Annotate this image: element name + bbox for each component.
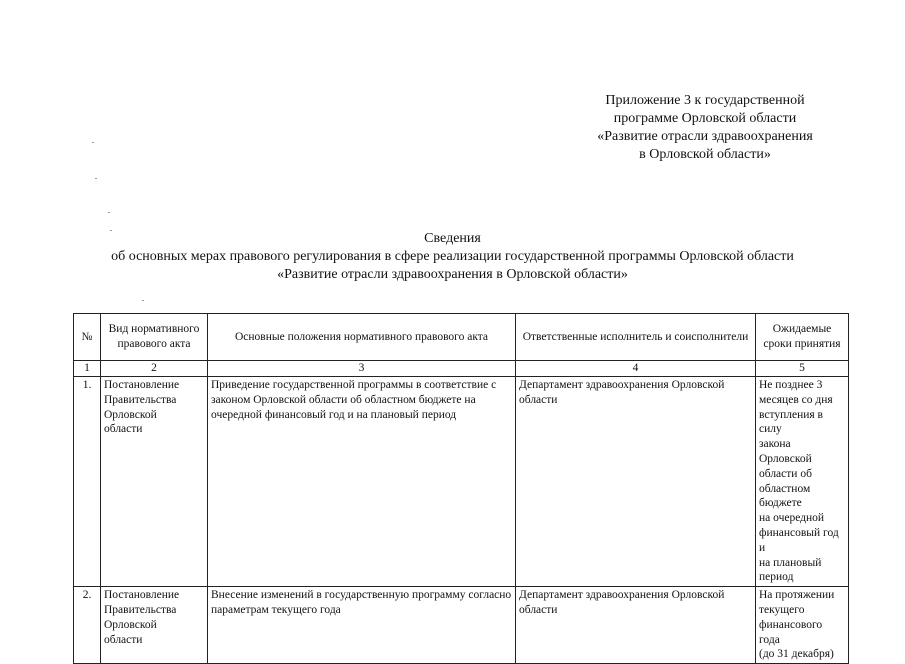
row-responsible: Департамент здравоохранения Орловской области <box>516 377 756 587</box>
heading-program-name: «Развитие отрасли здравоохранения в Орловской области» <box>277 267 628 282</box>
header-label: № <box>81 330 93 343</box>
header-act-type: Вид нормативного правового акта <box>101 314 208 361</box>
scan-speck <box>95 178 97 179</box>
row-deadline: Не позднее 3 месяцев со дня вступления в силу закона Орловской области об областном бюджете на очередной финансовый год и на плановый период <box>756 377 849 587</box>
column-number: 3 <box>208 361 516 377</box>
appendix-line: «Развитие отрасли здравоохранения <box>597 129 813 144</box>
column-number: 1 <box>74 361 101 377</box>
heading-subtitle: об основных мерах правового регулирования в сфере реализации государственной программы Орловской области <box>111 249 794 264</box>
scan-speck <box>110 230 112 231</box>
header-deadline: Ожидаемые сроки принятия <box>756 314 849 361</box>
table-row <box>74 587 849 664</box>
appendix-line: в Орловской области» <box>639 147 771 162</box>
row-deadline: На протяжении текущего финансового года (до 31 декабря) <box>756 587 849 664</box>
document-heading <box>0 230 905 284</box>
row-index: 2. <box>74 587 101 664</box>
row-provisions: Внесение изменений в государственную программу согласно параметрам текущего года <box>208 587 516 664</box>
scan-speck <box>142 300 144 301</box>
column-number-row <box>74 361 849 377</box>
table-row <box>74 377 849 587</box>
appendix-line: Приложение 3 к государственной <box>605 93 805 108</box>
appendix-line: программе Орловской области <box>613 111 797 126</box>
header-responsible: Ответственные исполнитель и соисполнители <box>516 314 756 361</box>
column-number: 2 <box>101 361 208 377</box>
row-index: 1. <box>74 377 101 587</box>
scan-speck <box>108 212 110 213</box>
column-number: 4 <box>516 361 756 377</box>
measures-table <box>73 313 849 664</box>
appendix-note <box>560 92 850 164</box>
row-act-type: Постановление Правительства Орловской области <box>101 377 208 587</box>
row-provisions: Приведение государственной программы в соответствие с законом Орловской области об областном бюджете на очередной финансовый год и на плановый период <box>208 377 516 587</box>
heading-title: Сведения <box>424 231 481 246</box>
scan-speck <box>92 142 94 143</box>
header-provisions: Основные положения нормативного правового акта <box>208 314 516 361</box>
column-number: 5 <box>756 361 849 377</box>
table-header-row <box>74 314 849 361</box>
header-number <box>74 314 101 361</box>
row-responsible: Департамент здравоохранения Орловской области <box>516 587 756 664</box>
row-act-type: Постановление Правительства Орловской области <box>101 587 208 664</box>
